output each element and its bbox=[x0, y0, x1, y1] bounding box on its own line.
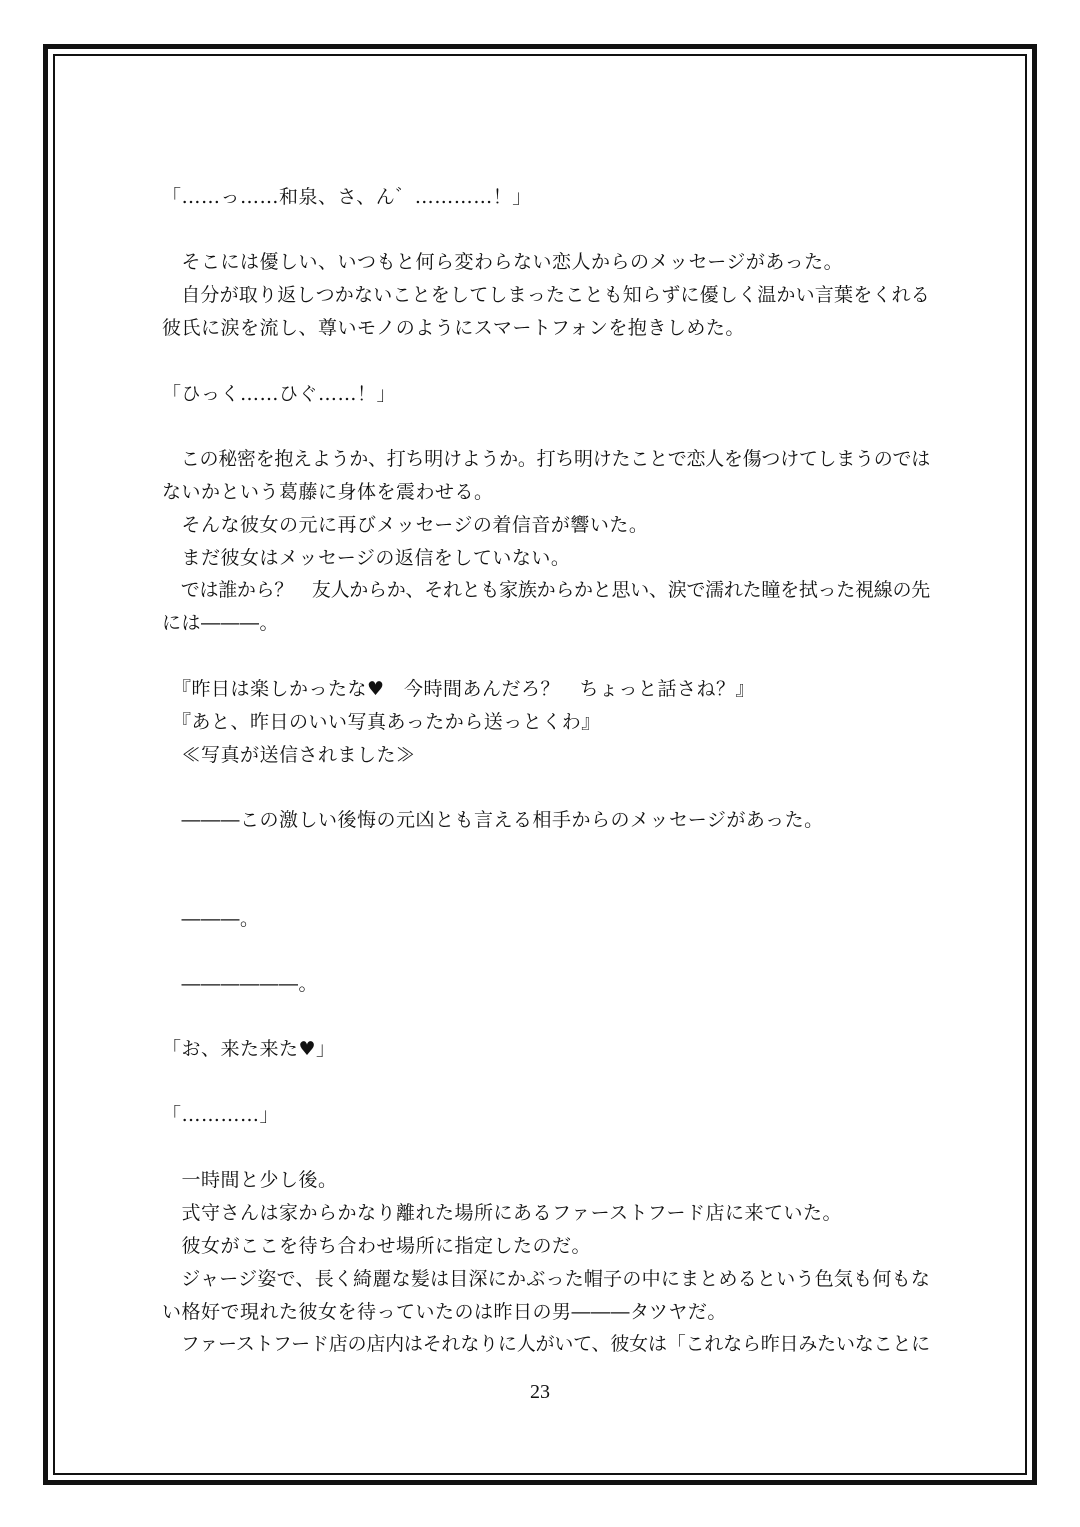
text-line: には―――。 bbox=[162, 612, 280, 634]
text-line: 「お、来た来た♥」 bbox=[162, 1038, 336, 1060]
text-line: 『昨日は楽しかったな♥ 今時間あんだろ？ ちょっと話さね？』 bbox=[162, 678, 756, 700]
text-line: そこには優しい、いつもと何ら変わらない恋人からのメッセージがあった。 bbox=[162, 251, 844, 273]
text-line: ないかという葛藤に身体を震わせる。 bbox=[162, 481, 494, 503]
text-line: では誰から？ 友人からか、それとも家族からかと思い、涙で濡れた瞳を拭った視線の先 bbox=[162, 579, 930, 601]
page-number: 23 bbox=[530, 1381, 550, 1403]
text-line: 式守さんは家からかなり離れた場所にあるファーストフード店に来ていた。 bbox=[162, 1202, 843, 1224]
text-line: 『あと、昨日のいい写真あったから送っとくわ』 bbox=[162, 711, 601, 733]
text-line: 彼氏に涙を流し、尊いモノのようにスマートフォンを抱きしめた。 bbox=[162, 317, 745, 339]
text-line: この秘密を抱えようか、打ち明けようか。打ち明けたことで恋人を傷つけてしまうのでは bbox=[162, 448, 930, 470]
text-line: 彼女がここを待ち合わせ場所に指定したのだ。 bbox=[162, 1235, 592, 1257]
text-line: い格好で現れた彼女を待っていたのは昨日の男―――タツヤだ。 bbox=[162, 1301, 727, 1323]
text-line: 「ひっく……ひぐ……！」 bbox=[162, 383, 397, 405]
text-line: そんな彼女の元に再びメッセージの着信音が響いた。 bbox=[162, 514, 649, 536]
text-line: ―――。 bbox=[162, 908, 260, 930]
text-line: ――――――。 bbox=[162, 973, 319, 995]
text-line: 一時間と少し後。 bbox=[162, 1169, 338, 1191]
text-line: 「…………」 bbox=[162, 1104, 280, 1126]
text-line: ジャージ姿で、長く綺麗な髪は目深にかぶった帽子の中にまとめるという色気も何もな bbox=[162, 1268, 931, 1290]
text-line: ファーストフード店の店内はそれなりに人がいて、彼女は「これなら昨日みたいなことに bbox=[162, 1333, 930, 1355]
text-line: ≪写真が送信されました≫ bbox=[162, 744, 416, 766]
text-line: 自分が取り返しつかないことをしてしまったことも知らずに優しく温かい言葉をくれる bbox=[162, 284, 931, 306]
text-line: 「……っ……和泉、さ、ん゛…………！」 bbox=[162, 186, 532, 208]
text-line: ―――この激しい後悔の元凶とも言える相手からのメッセージがあった。 bbox=[162, 809, 824, 831]
text-line: まだ彼女はメッセージの返信をしていない。 bbox=[162, 547, 571, 569]
